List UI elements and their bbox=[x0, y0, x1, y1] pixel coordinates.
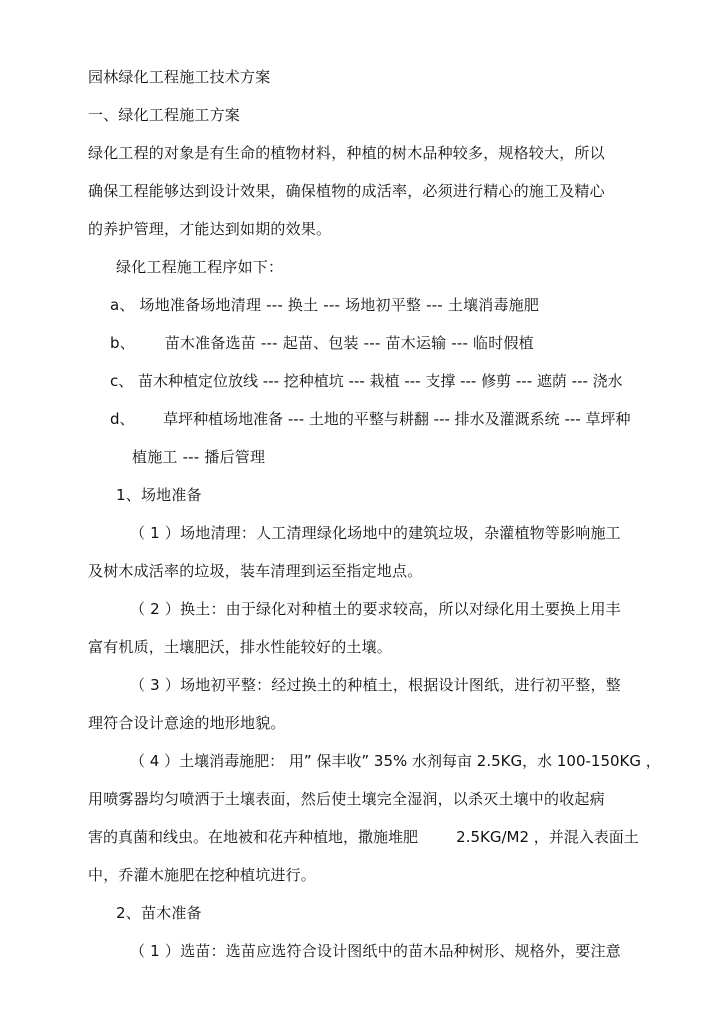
intro-paragraph-line: 确保工程能够达到设计效果，确保植物的成活率，必须进行精心的施工及精心 bbox=[88, 182, 605, 200]
intro-paragraph-line: 绿化工程的对象是有生命的植物材料，种植的树木品种较多，规格较大，所以 bbox=[88, 144, 605, 162]
site-prep-item-2-continued: 富有机质，土壤肥沃，排水性能较好的土壤。 bbox=[88, 638, 393, 656]
procedure-item-d: d、 草坪种植场地准备 --- 土地的平整与耕翻 --- 排水及灌溉系统 --- 草坪种 bbox=[110, 410, 631, 428]
procedure-item-a: a、 场地准备场地清理 --- 换土 --- 场地初平整 --- 土壤消毒施肥 bbox=[110, 296, 540, 314]
site-prep-item-4-continued: 中，乔灌木施肥在挖种植坑进行。 bbox=[88, 866, 317, 884]
subsection-heading-site-prep: 1、场地准备 bbox=[116, 486, 202, 504]
site-prep-item-4-continued: 用喷雾器均匀喷洒于土壤表面，然后使土壤完全湿润，以杀灭土壤中的收起病 bbox=[88, 790, 605, 808]
site-prep-item-1-continued: 及树木成活率的垃圾，装车清理到运至指定地点。 bbox=[88, 562, 423, 580]
site-prep-item-4: （ 4 ）土壤消毒施肥： 用” 保丰收” 35% 水剂每亩 2.5KG，水 100-150KG ， bbox=[130, 752, 661, 770]
procedure-item-c: c、 苗木种植定位放线 --- 挖种植坑 --- 栽植 --- 支撑 --- 修剪 --- 遮荫 --- 浇水 bbox=[110, 372, 623, 390]
procedure-item-d-continued: 植施工 --- 播后管理 bbox=[132, 448, 266, 466]
procedure-heading: 绿化工程施工程序如下： bbox=[116, 258, 284, 276]
intro-paragraph-line: 的养护管理，才能达到如期的效果。 bbox=[88, 220, 332, 238]
site-prep-item-3-continued: 理符合设计意途的地形地貌。 bbox=[88, 714, 286, 732]
section-heading: 一、绿化工程施工方案 bbox=[88, 106, 241, 124]
procedure-item-b: b、 苗木准备选苗 --- 起苗、包装 --- 苗木运输 --- 临时假植 bbox=[110, 334, 534, 352]
seedling-prep-item-1: （ 1 ）选苗：选苗应选符合设计图纸中的苗木品种树形、规格外，要注意 bbox=[130, 942, 621, 960]
document-title: 园林绿化工程施工技术方案 bbox=[88, 68, 271, 86]
site-prep-item-2: （ 2 ）换土：由于绿化对种植土的要求较高，所以对绿化用土要换上用丰 bbox=[130, 600, 621, 618]
site-prep-item-4-continued: 害的真菌和线虫。在地被和花卉种植地，撒施堆肥 2.5KG/M2 ，并混入表面土 bbox=[88, 828, 639, 846]
subsection-heading-seedling-prep: 2、苗木准备 bbox=[116, 904, 202, 922]
site-prep-item-3: （ 3 ）场地初平整：经过换土的种植土，根据设计图纸，进行初平整，整 bbox=[130, 676, 621, 694]
site-prep-item-1: （ 1 ）场地清理：人工清理绿化场地中的建筑垃圾，杂灌植物等影响施工 bbox=[130, 524, 621, 542]
